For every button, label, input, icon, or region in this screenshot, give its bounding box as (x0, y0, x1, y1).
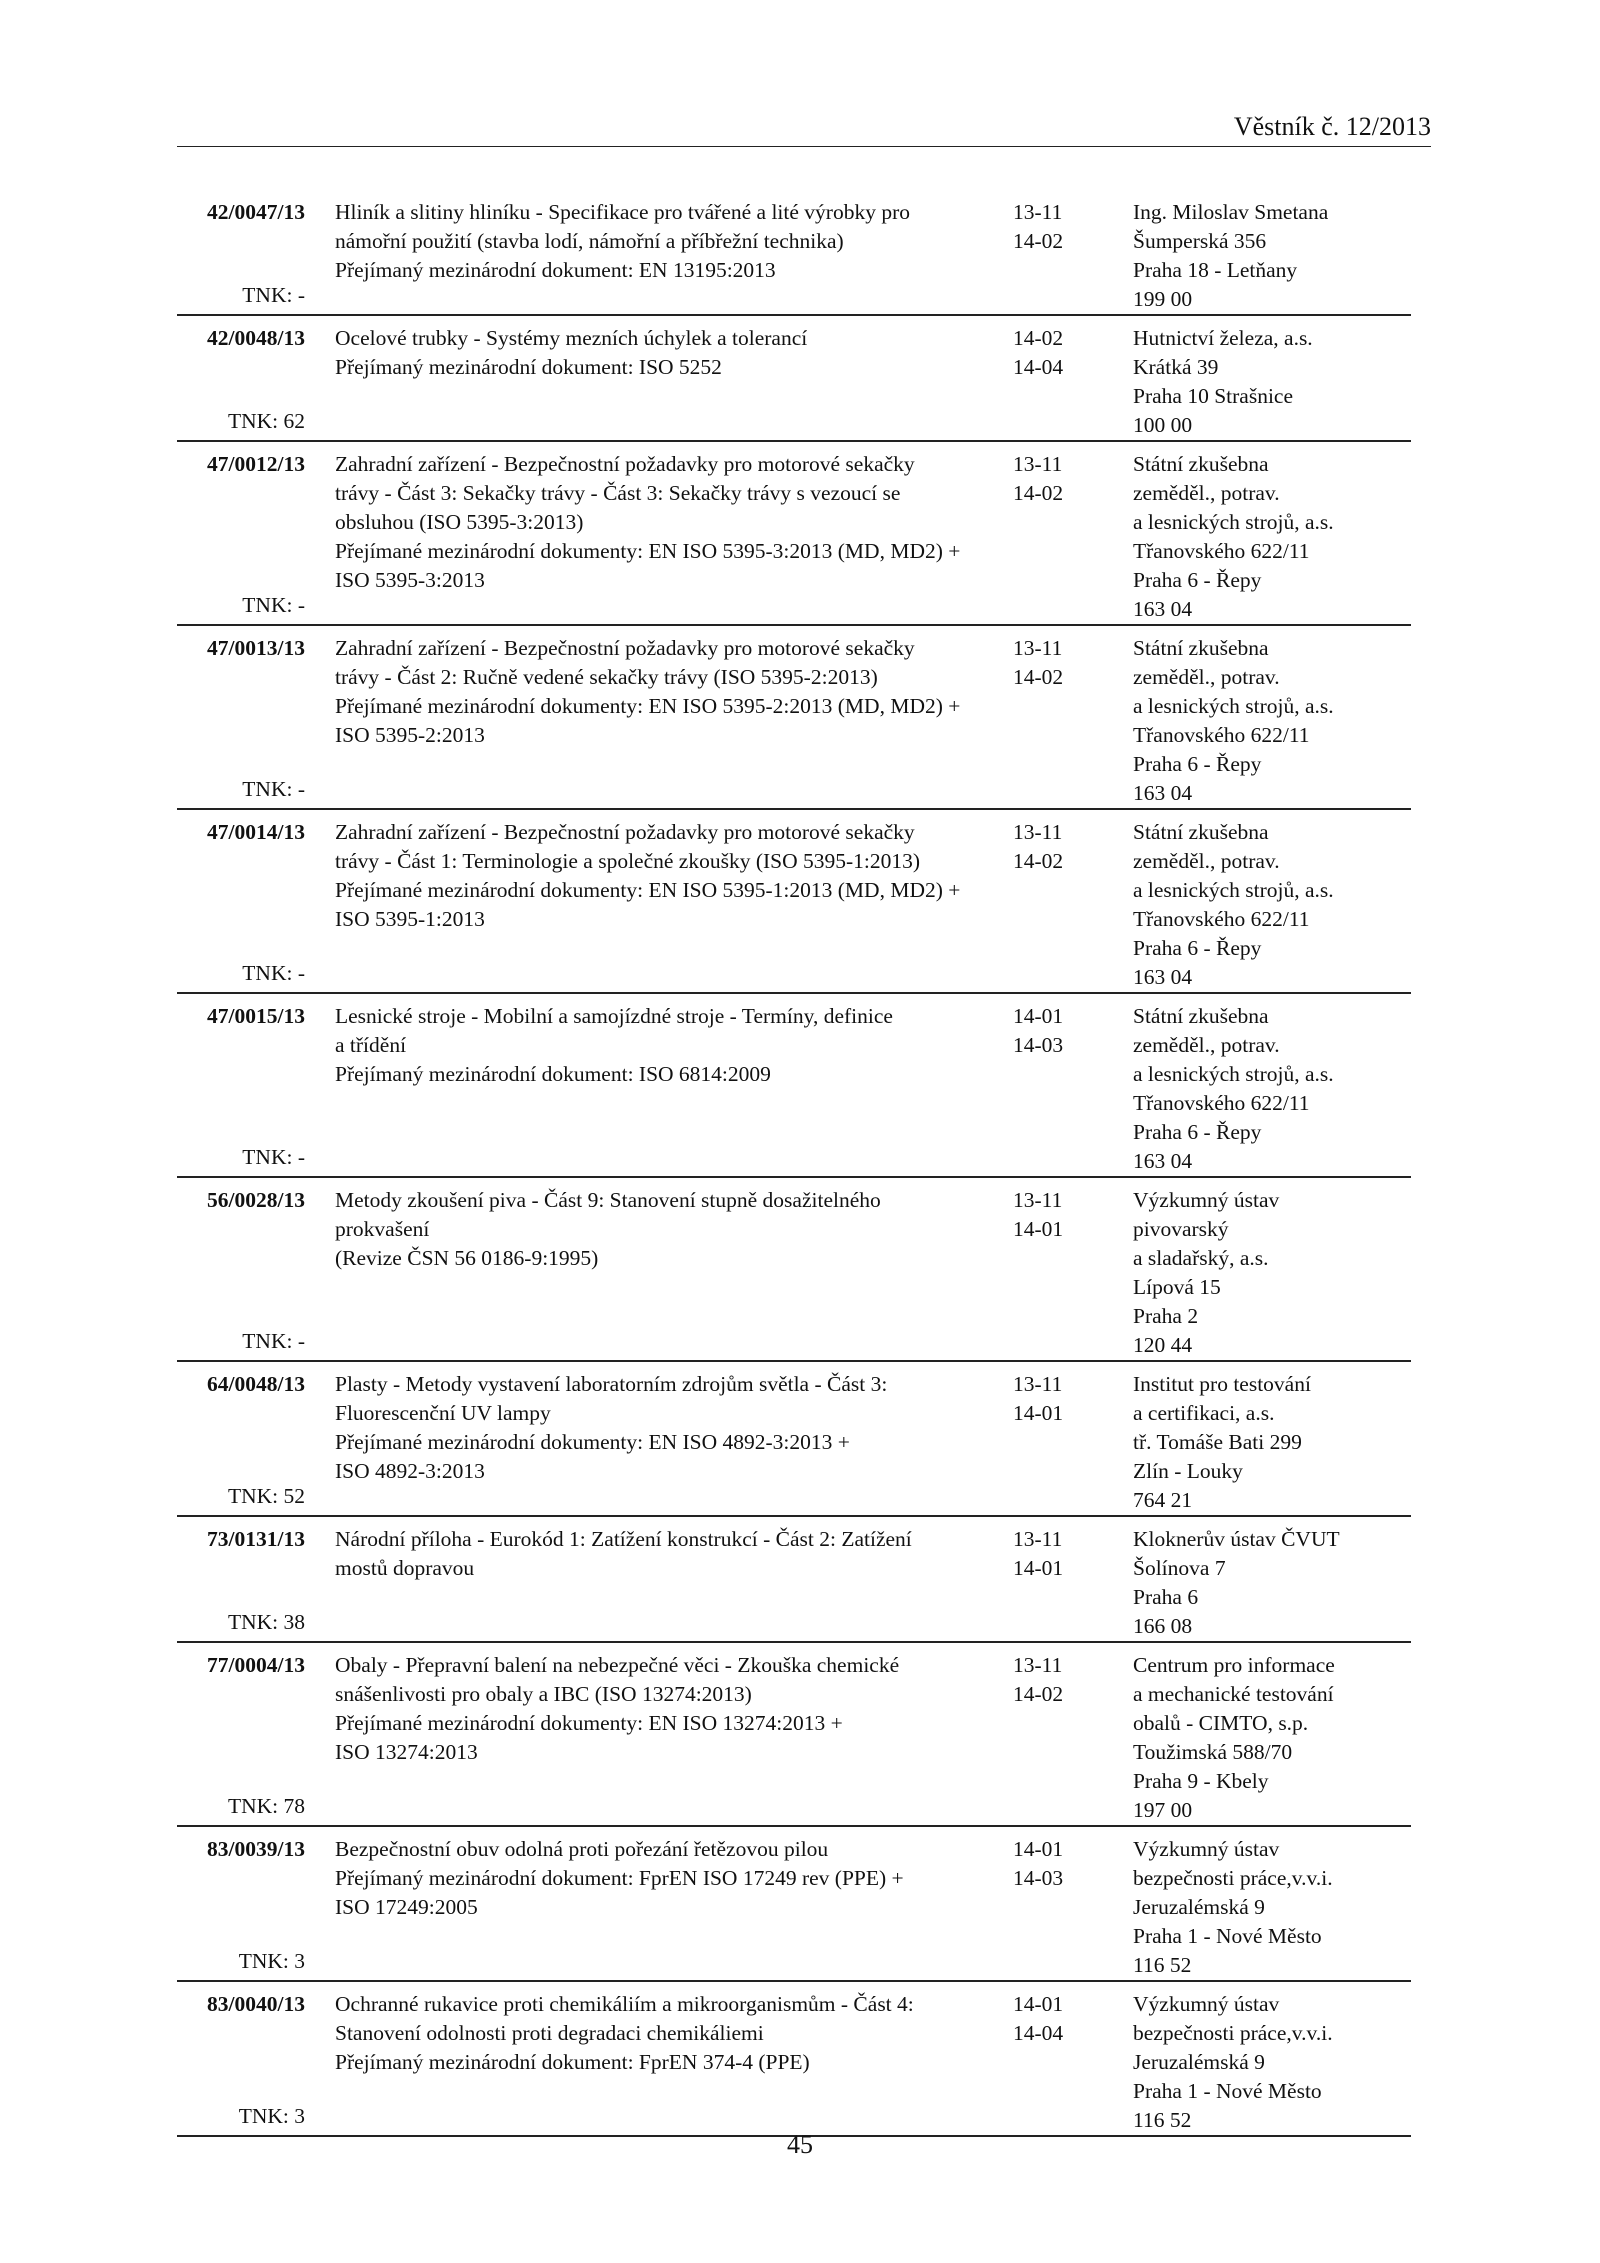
address-line: a lesnických strojů, a.s. (1133, 878, 1334, 902)
description-line: Zahradní zařízení - Bezpečnostní požadavky pro motorové sekačky (335, 820, 915, 844)
entry-id-column (177, 324, 305, 440)
address-line: Státní zkušebna (1133, 820, 1269, 844)
standard-entry (177, 190, 1411, 316)
description-line: Národní příloha - Eurokód 1: Zatížení konstrukcí - Část 2: Zatížení (335, 1527, 912, 1551)
description-line: Metody zkoušení piva - Část 9: Stanovení stupně dosažitelného (335, 1188, 881, 1212)
address-line: zeměděl., potrav. (1133, 849, 1280, 873)
entry-number: 73/0131/13 (207, 1527, 305, 1551)
address-line: 100 00 (1133, 413, 1193, 437)
standard-entry (177, 442, 1411, 626)
address-line: Praha 1 - Nové Město (1133, 2079, 1322, 2103)
address-line: Praha 6 - Řepy (1133, 752, 1262, 776)
entry-number: 56/0028/13 (207, 1188, 305, 1212)
description-line: Hliník a slitiny hliníku - Specifikace pro tvářené a lité výrobky pro (335, 200, 910, 224)
standards-list (177, 190, 1411, 2137)
address-line: Praha 6 - Řepy (1133, 1120, 1262, 1144)
code-line: 14-01 (1013, 1837, 1064, 1861)
entry-codes (1003, 198, 1133, 314)
code-line: 13-11 (1013, 200, 1063, 224)
code-line: 14-03 (1013, 1866, 1064, 1890)
page-header (177, 110, 1431, 147)
code-line: 14-02 (1013, 229, 1064, 253)
entry-description (305, 1186, 1003, 1360)
address-line: 764 21 (1133, 1488, 1193, 1512)
entry-description (305, 198, 1003, 314)
address-line: Praha 6 - Řepy (1133, 936, 1262, 960)
entry-codes (1003, 1525, 1133, 1641)
address-line: a mechanické testování (1133, 1682, 1334, 1706)
tnk-label: TNK: 62 (227, 409, 305, 433)
description-line: Obaly - Přepravní balení na nebezpečné věci - Zkouška chemické (335, 1653, 900, 1677)
tnk-label: TNK: - (242, 1329, 305, 1353)
description-line: Ocelové trubky - Systémy mezních úchylek a tolerancí (335, 326, 808, 350)
entry-number: 47/0013/13 (207, 636, 305, 660)
code-line: 14-02 (1013, 1682, 1064, 1706)
standard-entry (177, 316, 1411, 442)
address-line: Státní zkušebna (1133, 1004, 1269, 1028)
address-line: Třanovského 622/11 (1133, 907, 1310, 931)
entry-number: 47/0015/13 (207, 1004, 305, 1028)
description-line: trávy - Část 1: Terminologie a společné zkoušky (ISO 5395-1:2013) (335, 849, 921, 873)
address-line: Praha 18 - Letňany (1133, 258, 1298, 282)
description-line: ISO 13274:2013 (335, 1740, 478, 1764)
code-line: 14-02 (1013, 481, 1064, 505)
entry-number: 64/0048/13 (207, 1372, 305, 1396)
code-line: 14-02 (1013, 326, 1064, 350)
entry-address (1133, 634, 1411, 808)
entry-description (305, 818, 1003, 992)
entry-codes (1003, 1370, 1133, 1515)
code-line: 14-02 (1013, 665, 1064, 689)
entry-number: 42/0047/13 (207, 200, 305, 224)
standard-entry (177, 1982, 1411, 2137)
standard-entry (177, 1362, 1411, 1517)
description-line: Ochranné rukavice proti chemikáliím a mikroorganismům - Část 4: (335, 1992, 914, 2016)
tnk-label: TNK: 78 (227, 1794, 305, 1818)
address-line: a sladařský, a.s. (1133, 1246, 1269, 1270)
tnk-label: TNK: - (242, 777, 305, 801)
entry-codes (1003, 1186, 1133, 1360)
entry-address (1133, 1990, 1411, 2135)
entry-address (1133, 1370, 1411, 1515)
code-line: 14-01 (1013, 1992, 1064, 2016)
address-line: 197 00 (1133, 1798, 1193, 1822)
entry-codes (1003, 818, 1133, 992)
code-line: 13-11 (1013, 820, 1063, 844)
address-line: bezpečnosti práce,v.v.i. (1133, 1866, 1333, 1890)
page-number: 45 (787, 2130, 813, 2159)
description-line: ISO 17249:2005 (335, 1895, 478, 1919)
code-line: 13-11 (1013, 1372, 1063, 1396)
address-line: Třanovského 622/11 (1133, 539, 1310, 563)
entry-number: 83/0039/13 (207, 1837, 305, 1861)
code-line: 13-11 (1013, 636, 1063, 660)
entry-description (305, 1835, 1003, 1980)
entry-number: 42/0048/13 (207, 326, 305, 350)
code-line: 14-03 (1013, 1033, 1064, 1057)
standard-entry (177, 1827, 1411, 1982)
tnk-label: TNK: - (242, 961, 305, 985)
standard-entry (177, 1178, 1411, 1362)
address-line: Krátká 39 (1133, 355, 1219, 379)
address-line: 163 04 (1133, 965, 1193, 989)
tnk-label: TNK: 3 (238, 2104, 305, 2128)
address-line: Kloknerův ústav ČVUT (1133, 1527, 1340, 1551)
address-line: Lípová 15 (1133, 1275, 1221, 1299)
entry-number: 77/0004/13 (207, 1653, 305, 1677)
entry-number: 83/0040/13 (207, 1992, 305, 2016)
address-line: 163 04 (1133, 1149, 1193, 1173)
tnk-label: TNK: 52 (227, 1484, 305, 1508)
description-line: (Revize ČSN 56 0186-9:1995) (335, 1246, 599, 1270)
description-line: ISO 4892-3:2013 (335, 1459, 485, 1483)
code-line: 14-04 (1013, 355, 1064, 379)
entry-description (305, 1651, 1003, 1825)
description-line: Lesnické stroje - Mobilní a samojízdné stroje - Termíny, definice (335, 1004, 893, 1028)
entry-address (1133, 450, 1411, 624)
code-line: 13-11 (1013, 1527, 1063, 1551)
tnk-label: TNK: - (242, 593, 305, 617)
code-line: 14-01 (1013, 1217, 1064, 1241)
address-line: Výzkumný ústav (1133, 1837, 1280, 1861)
code-line: 14-04 (1013, 2021, 1064, 2045)
description-line: snášenlivosti pro obaly a IBC (ISO 13274:2013) (335, 1682, 752, 1706)
code-line: 13-11 (1013, 1653, 1063, 1677)
entry-id-column (177, 1990, 305, 2135)
description-line: ISO 5395-1:2013 (335, 907, 485, 931)
description-line: trávy - Část 3: Sekačky trávy - Část 3: Sekačky trávy s vezoucí se (335, 481, 901, 505)
entry-codes (1003, 1835, 1133, 1980)
entry-description (305, 1002, 1003, 1176)
entry-number: 47/0014/13 (207, 820, 305, 844)
entry-codes (1003, 634, 1133, 808)
description-line: Bezpečnostní obuv odolná proti pořezání řetězovou pilou (335, 1837, 829, 1861)
code-line: 14-01 (1013, 1556, 1064, 1580)
standard-entry (177, 626, 1411, 810)
address-line: a lesnických strojů, a.s. (1133, 510, 1334, 534)
address-line: 163 04 (1133, 781, 1193, 805)
address-line: 166 08 (1133, 1614, 1193, 1638)
entry-address (1133, 324, 1411, 440)
entry-description (305, 450, 1003, 624)
address-line: Šolínova 7 (1133, 1556, 1226, 1580)
address-line: Centrum pro informace (1133, 1653, 1335, 1677)
address-line: Státní zkušebna (1133, 636, 1269, 660)
address-line: zeměděl., potrav. (1133, 1033, 1280, 1057)
address-line: Ing. Miloslav Smetana (1133, 200, 1329, 224)
address-line: Jeruzalémská 9 (1133, 1895, 1265, 1919)
description-line: Přejímaný mezinárodní dokument: ISO 5252 (335, 355, 722, 379)
code-line: 14-01 (1013, 1401, 1064, 1425)
address-line: Praha 9 - Kbely (1133, 1769, 1269, 1793)
address-line: a lesnických strojů, a.s. (1133, 1062, 1334, 1086)
entry-codes (1003, 450, 1133, 624)
entry-id-column (177, 1525, 305, 1641)
address-line: a certifikaci, a.s. (1133, 1401, 1275, 1425)
address-line: bezpečnosti práce,v.v.i. (1133, 2021, 1333, 2045)
entry-id-column (177, 818, 305, 992)
description-line: obsluhou (ISO 5395-3:2013) (335, 510, 584, 534)
description-line: Přejímaný mezinárodní dokument: EN 13195:2013 (335, 258, 776, 282)
entry-description (305, 324, 1003, 440)
address-line: Praha 10 Strašnice (1133, 384, 1294, 408)
description-line: Zahradní zařízení - Bezpečnostní požadavky pro motorové sekačky (335, 636, 915, 660)
address-line: obalů - CIMTO, s.p. (1133, 1711, 1309, 1735)
description-line: Přejímané mezinárodní dokumenty: EN ISO 5395-2:2013 (MD, MD2) + (335, 694, 961, 718)
entry-address (1133, 1002, 1411, 1176)
entry-codes (1003, 324, 1133, 440)
description-line: prokvašení (335, 1217, 430, 1241)
code-line: 14-02 (1013, 849, 1064, 873)
address-line: 199 00 (1133, 287, 1193, 311)
entry-address (1133, 1651, 1411, 1825)
entry-id-column (177, 450, 305, 624)
address-line: Toužimská 588/70 (1133, 1740, 1293, 1764)
description-line: a třídění (335, 1033, 407, 1057)
address-line: a lesnických strojů, a.s. (1133, 694, 1334, 718)
entry-address (1133, 1835, 1411, 1980)
tnk-label: TNK: - (242, 283, 305, 307)
description-line: Stanovení odolnosti proti degradaci chemikáliemi (335, 2021, 764, 2045)
address-line: 120 44 (1133, 1333, 1193, 1357)
standard-entry (177, 810, 1411, 994)
entry-number: 47/0012/13 (207, 452, 305, 476)
entry-address (1133, 1186, 1411, 1360)
entry-id-column (177, 1651, 305, 1825)
entry-id-column (177, 1835, 305, 1980)
entry-description (305, 634, 1003, 808)
code-line: 13-11 (1013, 1188, 1063, 1212)
entry-id-column (177, 1186, 305, 1360)
address-line: Státní zkušebna (1133, 452, 1269, 476)
bulletin-title: Věstník č. 12/2013 (1233, 112, 1431, 141)
address-line: Výzkumný ústav (1133, 1188, 1280, 1212)
tnk-label: TNK: - (242, 1145, 305, 1169)
address-line: pivovarský (1133, 1217, 1229, 1241)
address-line: Praha 6 - Řepy (1133, 568, 1262, 592)
entry-address (1133, 818, 1411, 992)
entry-address (1133, 198, 1411, 314)
entry-id-column (177, 198, 305, 314)
description-line: Fluorescenční UV lampy (335, 1401, 551, 1425)
address-line: Hutnictví železa, a.s. (1133, 326, 1313, 350)
entry-codes (1003, 1651, 1133, 1825)
description-line: Přejímaný mezinárodní dokument: FprEN ISO 17249 rev (PPE) + (335, 1866, 904, 1890)
description-line: Zahradní zařízení - Bezpečnostní požadavky pro motorové sekačky (335, 452, 915, 476)
tnk-label: TNK: 38 (227, 1610, 305, 1634)
address-line: Jeruzalémská 9 (1133, 2050, 1265, 2074)
address-line: Třanovského 622/11 (1133, 1091, 1310, 1115)
address-line: Výzkumný ústav (1133, 1992, 1280, 2016)
entry-codes (1003, 1990, 1133, 2135)
description-line: Přejímané mezinárodní dokumenty: EN ISO 5395-3:2013 (MD, MD2) + (335, 539, 961, 563)
description-line: Přejímané mezinárodní dokumenty: EN ISO 4892-3:2013 + (335, 1430, 850, 1454)
address-line: Institut pro testování (1133, 1372, 1311, 1396)
description-line: mostů dopravou (335, 1556, 475, 1580)
standard-entry (177, 1643, 1411, 1827)
description-line: Plasty - Metody vystavení laboratorním zdrojům světla - Část 3: (335, 1372, 888, 1396)
tnk-label: TNK: 3 (238, 1949, 305, 1973)
address-line: 116 52 (1133, 1953, 1192, 1977)
description-line: Přejímaný mezinárodní dokument: FprEN 374-4 (PPE) (335, 2050, 810, 2074)
address-line: Šumperská 356 (1133, 229, 1267, 253)
address-line: Praha 1 - Nové Město (1133, 1924, 1322, 1948)
code-line: 14-01 (1013, 1004, 1064, 1028)
standard-entry (177, 994, 1411, 1178)
entry-description (305, 1990, 1003, 2135)
address-line: zeměděl., potrav. (1133, 665, 1280, 689)
description-line: Přejímané mezinárodní dokumenty: EN ISO 13274:2013 + (335, 1711, 843, 1735)
address-line: Zlín - Louky (1133, 1459, 1243, 1483)
address-line: Praha 2 (1133, 1304, 1199, 1328)
description-line: ISO 5395-2:2013 (335, 723, 485, 747)
entry-codes (1003, 1002, 1133, 1176)
standard-entry (177, 1517, 1411, 1643)
address-line: 116 52 (1133, 2108, 1192, 2132)
address-line: 163 04 (1133, 597, 1193, 621)
address-line: zeměděl., potrav. (1133, 481, 1280, 505)
code-line: 13-11 (1013, 452, 1063, 476)
address-line: tř. Tomáše Bati 299 (1133, 1430, 1302, 1454)
address-line: Třanovského 622/11 (1133, 723, 1310, 747)
entry-id-column (177, 1002, 305, 1176)
description-line: ISO 5395-3:2013 (335, 568, 485, 592)
entry-id-column (177, 1370, 305, 1515)
entry-address (1133, 1525, 1411, 1641)
description-line: Přejímaný mezinárodní dokument: ISO 6814:2009 (335, 1062, 771, 1086)
address-line: Praha 6 (1133, 1585, 1199, 1609)
description-line: Přejímané mezinárodní dokumenty: EN ISO 5395-1:2013 (MD, MD2) + (335, 878, 961, 902)
description-line: námořní použití (stavba lodí, námořní a příbřežní technika) (335, 229, 844, 253)
description-line: trávy - Část 2: Ručně vedené sekačky trávy (ISO 5395-2:2013) (335, 665, 878, 689)
entry-description (305, 1525, 1003, 1641)
entry-description (305, 1370, 1003, 1515)
entry-id-column (177, 634, 305, 808)
